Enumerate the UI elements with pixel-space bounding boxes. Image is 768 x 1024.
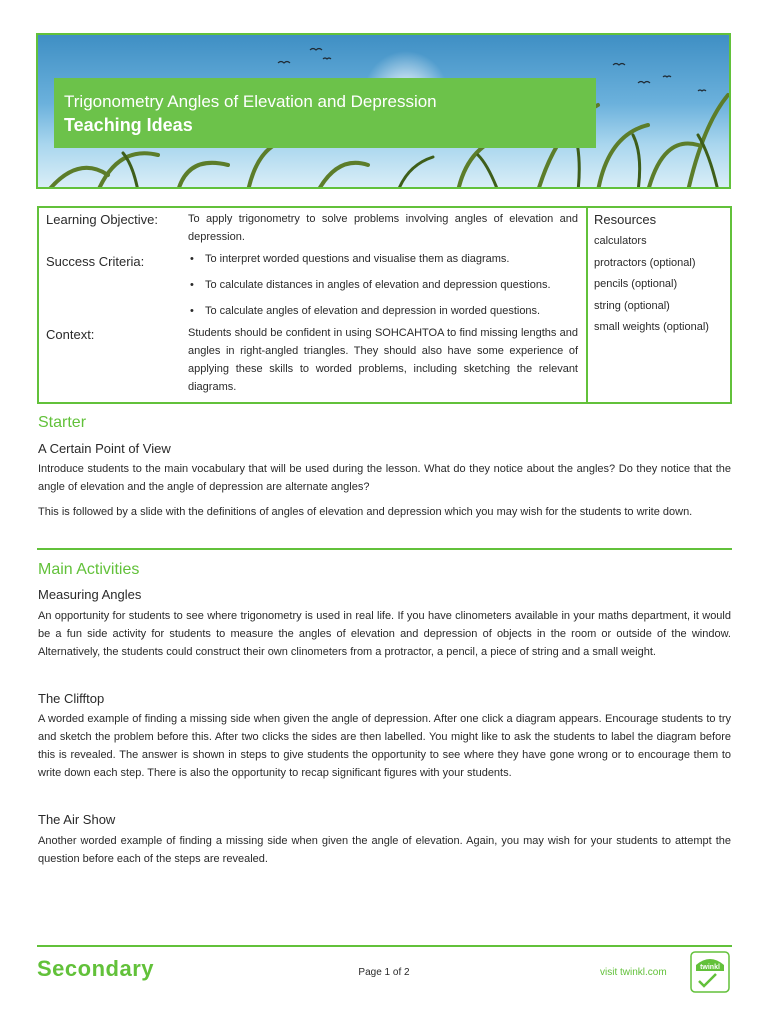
main-activities-heading: Main Activities [38,561,140,578]
quality-badge-icon [690,951,730,993]
page-number: Page 1 of 2 [358,967,410,978]
footer-divider [37,945,732,947]
bullet-icon: • [190,279,194,291]
footer-link[interactable]: visit twinkl.com [600,967,667,978]
starter-subheading: A Certain Point of View [38,441,171,456]
column-divider [586,208,588,402]
activity-title-air-show: The Air Show [38,812,116,827]
lesson-info-box [37,206,732,404]
header-banner [36,33,731,189]
activity-text-clifftop: A worded example of finding a missing side when given the angle of depression. After one click a diagram appears. Encourage students to try and sketch the problem before this. After two clicks the sides are then labelled. You might like to ask the students to label the diagram before this is revealed. The answer is shown in steps to give students the opportunity to see where they have gone wrong or to encourage them to write down each step. There is also the opportunity to recap significant figures with your students. [38,713,731,779]
document-subtitle: Teaching Ideas [64,115,193,135]
context-label: Context: [46,327,95,342]
success-criteria-item: • To interpret worded questions and visualise them as diagrams. [190,253,510,265]
resource-item: small weights (optional) [594,321,709,333]
context-text: Students should be confident in using SOHCAHTOA to find missing lengths and angles in right-angled triangles. They should also have some experience of applying these skills to worded problems, including sketching the relevant diagrams. [188,327,578,393]
success-criteria-item: • To calculate distances in angles of elevation and depression questions. [190,279,551,291]
resources-title: Resources [594,212,657,227]
activity-title-clifftop: The Clifftop [38,691,105,706]
resource-item: string (optional) [594,300,670,312]
bullet-icon: • [190,253,194,265]
resource-item: pencils (optional) [594,278,678,290]
starter-heading: Starter [38,414,87,431]
document-title: Trigonometry Angles of Elevation and Depression [64,92,437,111]
svg-text:twinkl: twinkl [700,964,720,971]
activity-title-measuring-angles: Measuring Angles [38,587,142,602]
section-divider [37,548,732,550]
activity-text-measuring-angles: An opportunity for students to see where trigonometry is used in real life. If you have clinometers available in your maths department, it would be a fun side activity for students to measure the angles of elevation and depression of objects in the room or outside of the window. Alternatively, the students could construct their own clinometers from a protractor, a pencil, a piece of string and a small weight. [38,610,731,658]
starter-paragraph-2: This is followed by a slide with the definitions of angles of elevation and depression which you may wish for the students to write down. [38,506,693,518]
success-criteria-item: • To calculate angles of elevation and depression in worded questions. [190,305,541,317]
title-box [54,78,596,148]
learning-objective-label: Learning Objective: [46,212,159,227]
resource-item: calculators [594,235,647,247]
bullet-icon: • [190,305,194,317]
starter-paragraph-1: Introduce students to the main vocabulary that will be used during the lesson. What do they notice about the angles? Do they notice that the angle of elevation and the angle of depression are alternate angles? [38,463,731,493]
footer-brand: Secondary [37,956,154,981]
activity-text-air-show: Another worded example of finding a missing side when given the angle of elevation. Again, you may wish for your students to attempt the question before each of the steps are revealed. [38,835,731,865]
resource-item: protractors (optional) [594,257,696,269]
success-criteria-label: Success Criteria: [46,254,145,269]
learning-objective-text: To apply trigonometry to solve problems involving angles of elevation and depression. [188,213,578,243]
